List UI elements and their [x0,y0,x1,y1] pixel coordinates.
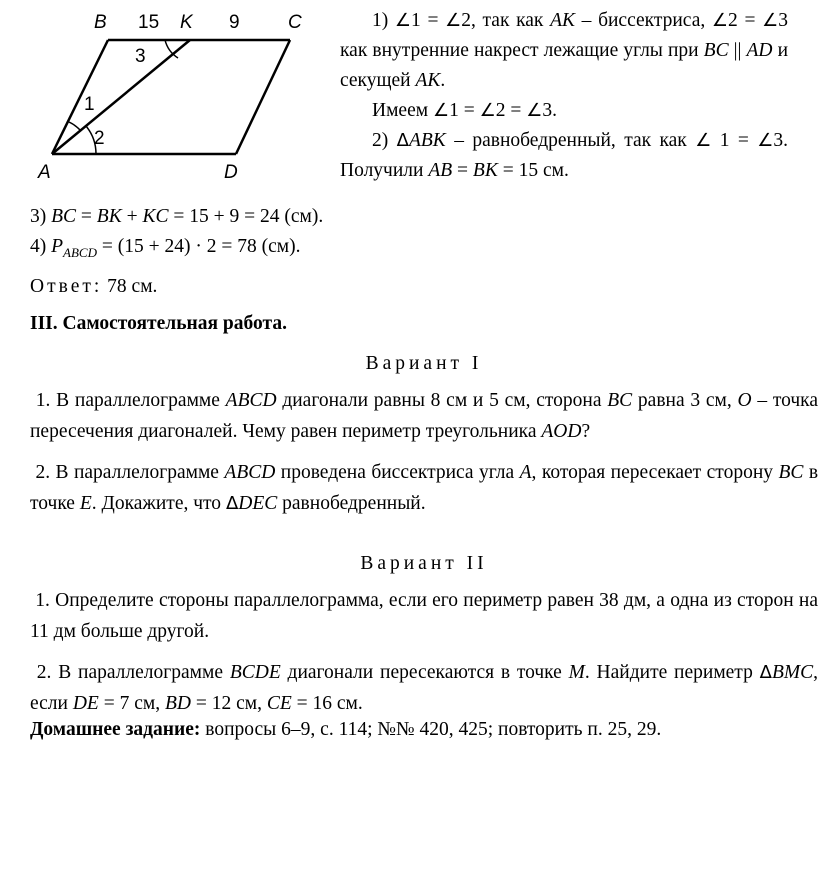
text: BCDE [229,662,281,683]
text: диагонали равны 8 см и 5 см, сторона [276,390,608,411]
text: BK [472,160,498,181]
text: 1 = [411,10,446,31]
angle-symbol-icon: ∠ [711,10,729,31]
vertex-label-a: A [38,162,51,183]
text: BK [96,206,122,227]
side-cd [236,40,290,154]
text: , если [30,662,818,714]
angle-symbol-icon: ∠ [432,100,450,121]
text: BC [778,462,804,483]
bisector-ak [52,40,190,154]
homework-text [30,714,818,745]
text: в точке [30,462,818,514]
text: – биссектриса, [575,10,706,31]
text: 2, так как [461,10,551,31]
text: DE [72,693,99,714]
angle-label-3: 3 [135,46,146,67]
solution-step-1 [340,6,788,96]
text: диагонали пересекаются в точке [280,662,569,683]
text: BC [607,390,633,411]
text: . Докажите, что [91,493,226,514]
text: AOD [541,421,582,442]
solution-step-3 [30,202,790,232]
homework-label: Домашнее задание: [30,719,201,740]
text: || [728,40,747,61]
text: равнобедренный. [277,493,426,514]
text: AK [550,10,575,31]
text: 1) [372,10,395,31]
text: = 12 см, [190,693,267,714]
solution-have [340,96,788,126]
text: . [440,70,446,91]
text: = 15 + 9 = 24 (см). [168,206,324,227]
angle-symbol-icon: ∠ [479,100,496,121]
text: BMC [771,662,814,683]
independent-work [30,308,818,339]
text: 3 как внутренние накрест лежащие углы при [340,10,789,61]
text: BC [51,206,77,227]
answer-label: Ответ: [30,275,103,297]
angle-label-1: 1 [84,94,95,115]
solution-step-2 [340,126,788,186]
vertex-label-b: B [94,12,107,33]
variant-2-task-1 [30,585,818,647]
text: AK [415,70,441,91]
variant-1-task-1 [30,385,818,447]
text: 2. В параллелограмме [35,462,225,483]
text: AB [428,160,453,181]
homework-content: вопросы 6–9, с. 114; №№ 420, 425; повторить п. 25, 29. [200,719,662,740]
text: = 7 см, [98,693,165,714]
text: 4) [30,236,52,257]
angle-symbol-icon: ∠ [695,130,712,151]
text: + [121,206,143,227]
parallelogram-diagram [28,6,328,186]
text: проведена биссектриса угла [275,462,520,483]
section-title: III. Самостоятельная работа. [30,313,287,334]
solution-steps-3-4 [30,202,790,302]
text: BC [703,40,729,61]
angle-label-2: 2 [94,128,105,149]
variant-2-title: Вариант II [360,553,488,574]
text: = [76,206,97,227]
text: O [737,390,752,411]
text: = 15 см. [497,160,569,181]
text: 3. [542,100,557,121]
variant-1 [30,348,818,519]
text: 3. Получили [340,130,789,181]
homework [30,714,818,745]
text: DEC [238,493,278,514]
parallelogram-figure [28,6,328,186]
text: = [452,160,473,181]
angle-symbol-icon: ∠ [762,10,779,31]
text: ABCD [225,390,277,411]
text: KC [142,206,169,227]
text: . Найдите периметр [584,662,760,683]
variant-2-task-2 [30,657,818,719]
angle-symbol-icon: ∠ [757,130,774,151]
variant-1-title: Вариант I [365,353,483,374]
text: 2 = [495,100,527,121]
text: BD [164,693,191,714]
text: 3) [30,206,52,227]
text: – равнобедренный, так как [445,130,696,151]
text: и секущей [340,40,789,91]
text: ABK [408,130,446,151]
triangle-symbol-icon: Δ [225,493,239,514]
text: – точка пересечения диагоналей. Чему равен периметр треугольника [30,390,818,442]
solution-step-4 [30,232,790,268]
angle-symbol-icon: ∠ [394,10,412,31]
vertex-label-c: C [288,12,302,33]
text: 1 = [449,100,480,121]
vertex-label-k: K [180,12,193,33]
segment-label-9: 9 [229,12,240,33]
text: M [568,662,585,683]
text: AD [746,40,773,61]
angle-symbol-icon: ∠ [526,100,543,121]
text: ABCD [63,244,97,260]
text: ? [581,421,591,442]
text: 2) [372,130,397,151]
text: 1. Определите стороны параллелограмма, если его периметр равен 38 дм, а одна из сторон на 11 дм больше другой. [30,590,818,642]
text: Имеем [372,100,433,121]
text: 1. В параллелограмме [35,390,226,411]
answer [30,272,790,302]
text: 1 = [719,130,758,151]
text: 2. В параллелограмме [36,662,230,683]
triangle-symbol-icon: Δ [759,662,772,683]
text: E [79,493,92,514]
angle-symbol-icon: ∠ [445,10,462,31]
triangle-symbol-icon: Δ [396,130,409,151]
text: равна 3 см, [632,390,738,411]
text: A [519,462,532,483]
text: CE [266,693,292,714]
solution-steps-1-2 [340,6,788,186]
text: = (15 + 24) · 2 = 78 (см). [97,236,301,257]
vertex-label-d: D [224,162,238,183]
segment-label-15: 15 [138,12,160,33]
variant-1-task-2 [30,457,818,519]
text: = 16 см. [291,693,363,714]
angle-arc-1 [69,122,80,130]
text: P [51,236,64,257]
text: ABCD [224,462,276,483]
text: 2 = [728,10,763,31]
variant-2 [30,548,818,719]
text: , которая пересекает сторону [531,462,779,483]
answer-value: 78 см. [102,275,158,297]
